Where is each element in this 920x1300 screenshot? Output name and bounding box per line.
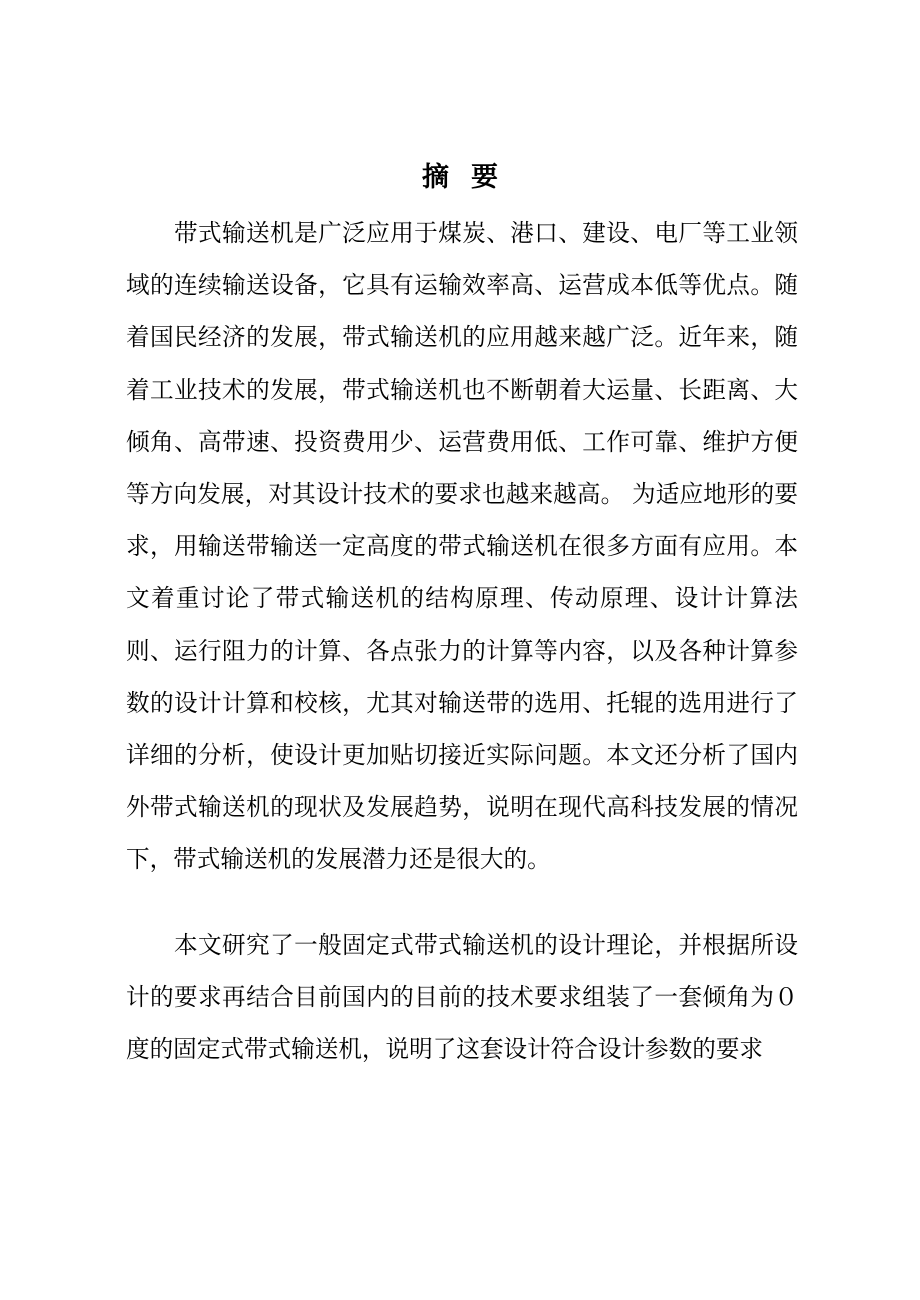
abstract-paragraph-1: 带式输送机是广泛应用于煤炭、港口、建设、电厂等工业领域的连续输送设备，它具有运输效率高、运营成本低等优点。随着国民经济的发展，带式输送机的应用越来越广泛。近年来，随着工业技术的发展，带式输送机也不断朝着大运量、长距离、大倾角、高带速、投资费用少、运营费用低、工作可靠、维护方便等方向发展，对其设计技术的要求也越来越高。 为适应地形的要求，用输送带输送一定高度的带式输送机在很多方面有应用。本文着重讨论了带式输送机的结构原理、传动原理、设计计算法则、运行阻力的计算、各点张力的计算等内容，以及各种计算参数的设计计算和校核，尤其对输送带的选用、托辊的选用进行了详细的分析，使设计更加贴切接近实际问题。本文还分析了国内外带式输送机的现状及发展趋势，说明在现代高科技发展的情况下，带式输送机的发展潜力还是很大的。: [126, 219, 798, 874]
abstract-title: 摘要: [422, 162, 520, 193]
abstract-paragraph-2: 本文研究了一般固定式带式输送机的设计理论，并根据所设计的要求再结合目前国内的目前的技术要求组装了一套倾角为０度的固定式带式输送机，说明了这套设计符合设计参数的要求: [126, 931, 798, 1064]
